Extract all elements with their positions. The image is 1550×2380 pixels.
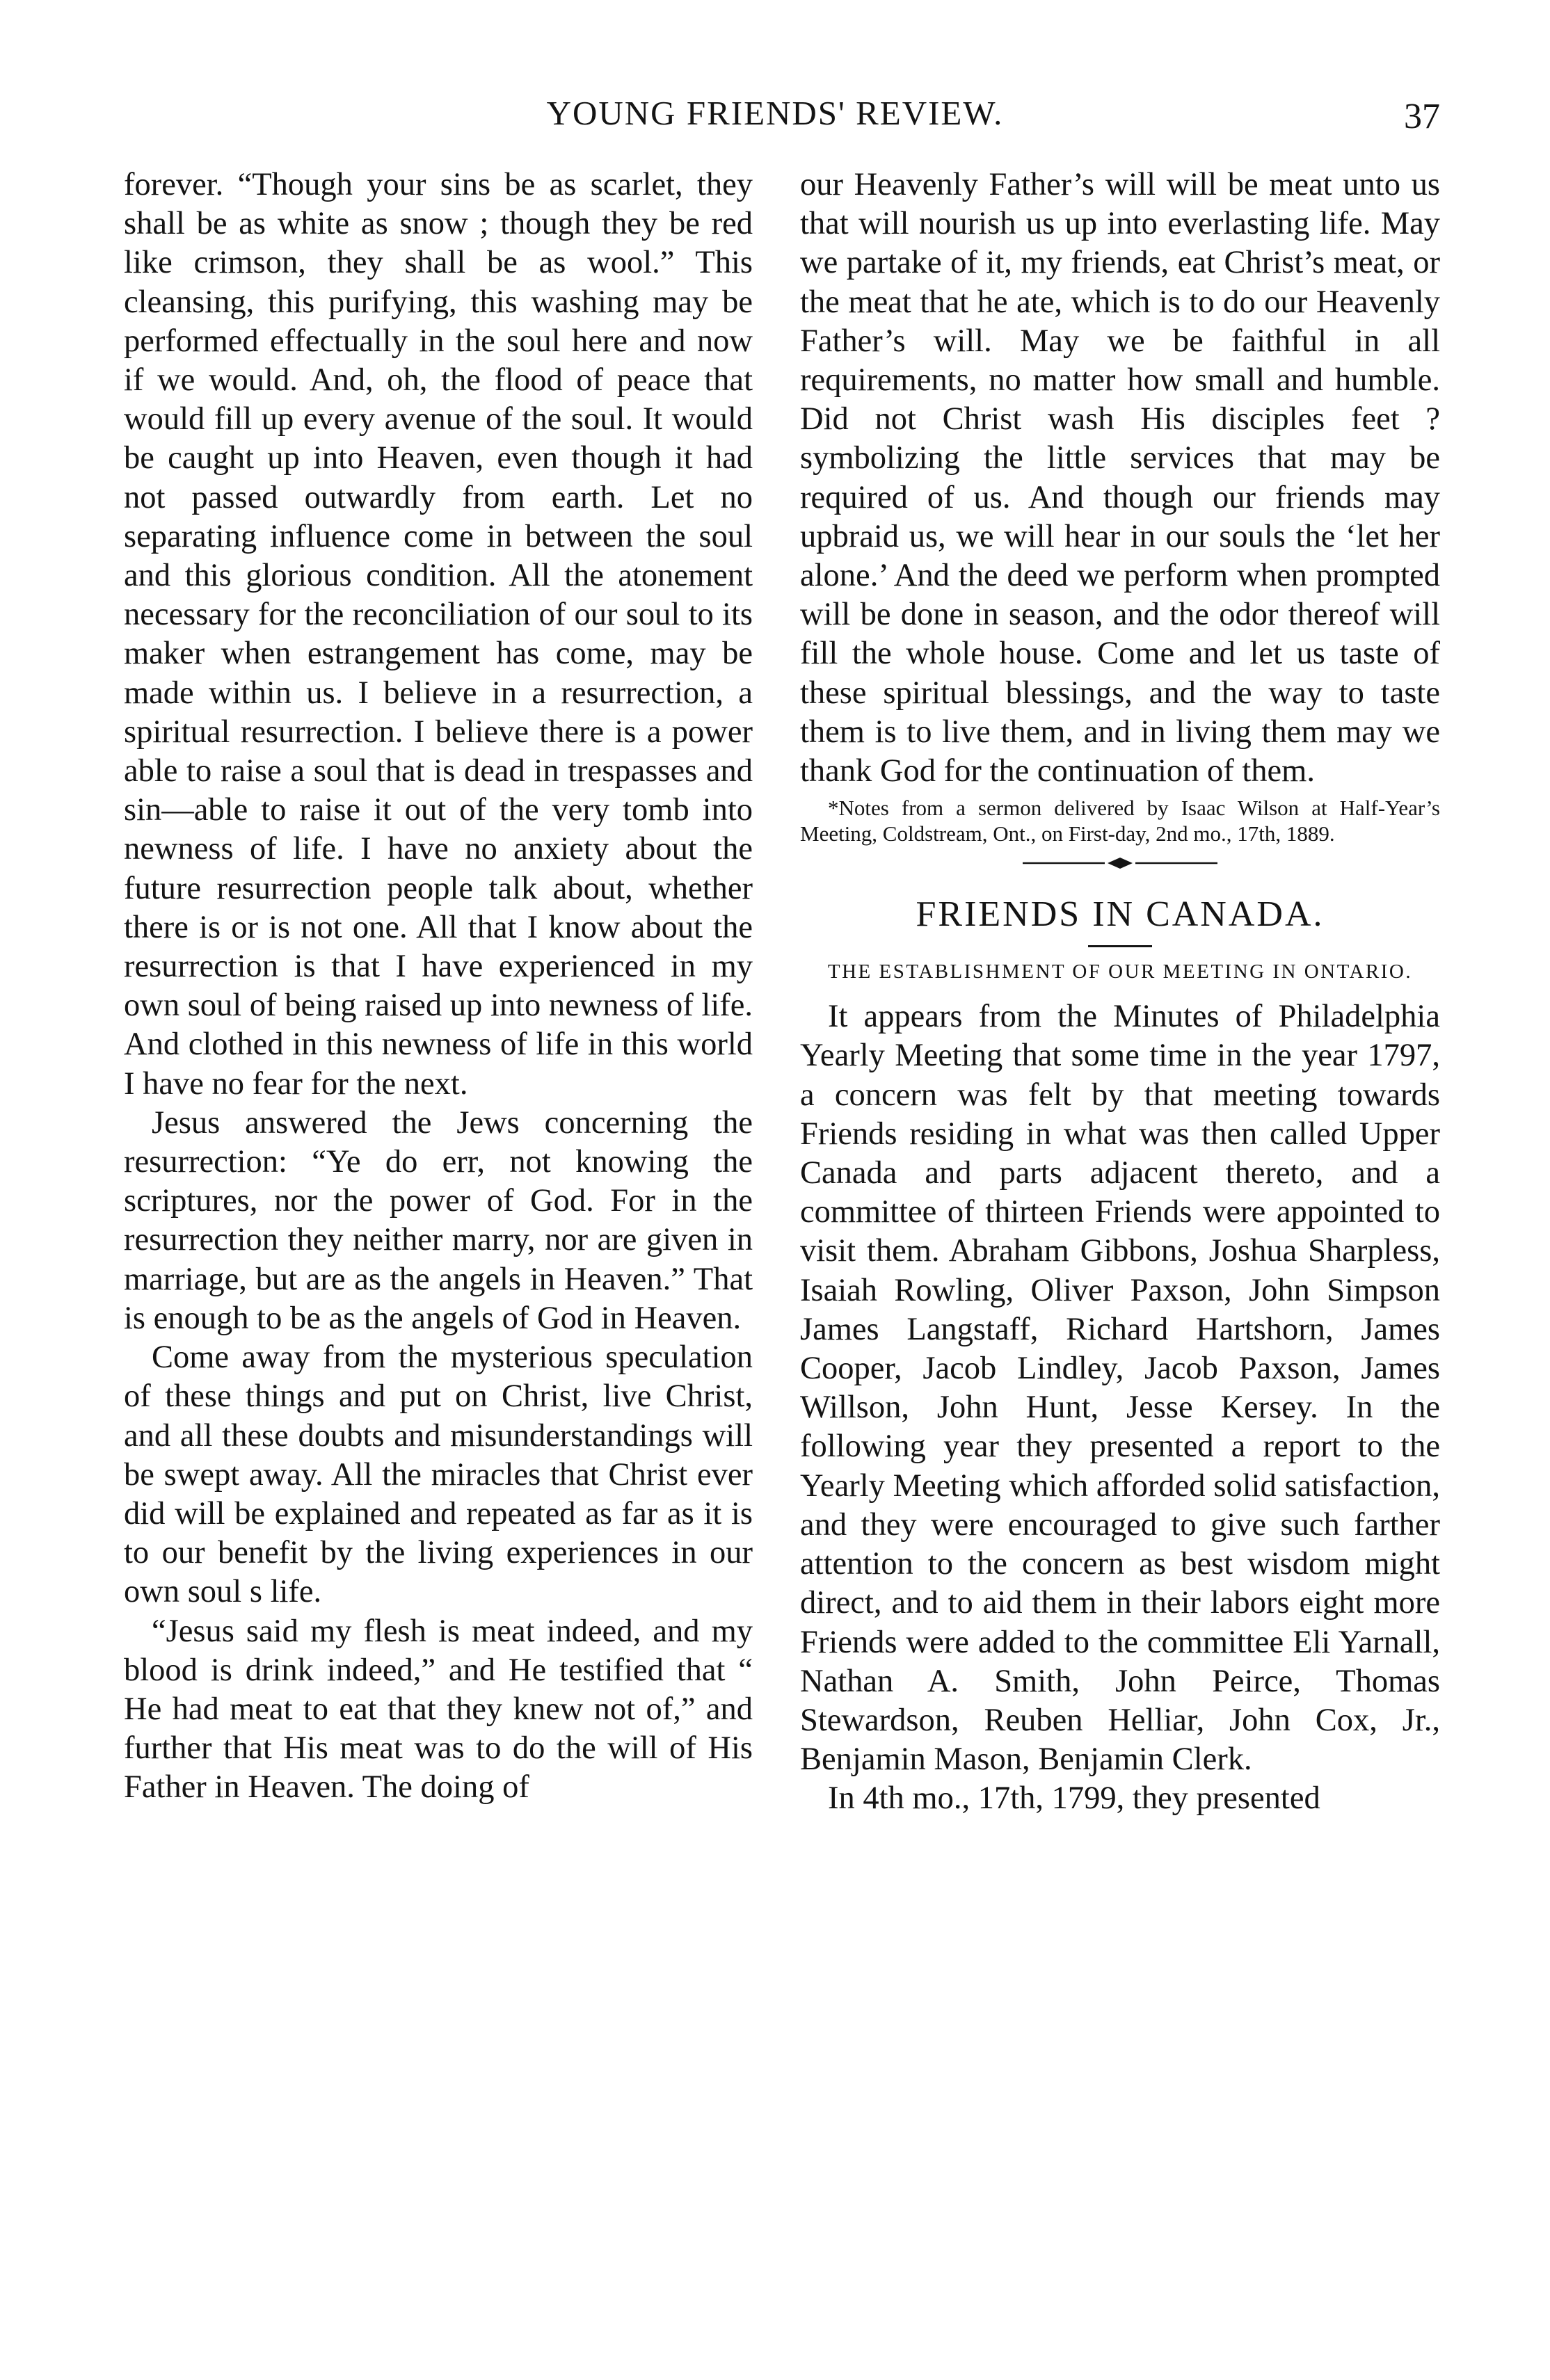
paragraph: Come away from the mysterious speculation of these things and put on Christ, live Christ, and all these doubts and misunderstandings will be swept away. All the miracles that Christ ever did will be explained and repeated as far as it is to our benefit by the living experiences in our own soul s life. <box>124 1340 753 1610</box>
section-ornament <box>1016 853 1224 873</box>
page-number: 37 <box>1404 97 1440 136</box>
running-head <box>0 89 1550 145</box>
right-column <box>800 166 1440 1819</box>
paragraph: It appears from the Minutes of Philadelphia Yearly Meeting that some time in the year 1797, a concern was felt by that meeting towards Friends residing in what was then called Upper Canada and parts adjacent thereto, and a committee of thirteen Friends were appointed to visit them. Abraham Gibbons, Joshua Sharpless, Isaiah Rowling, Oliver Paxson, John Simpson James Langstaff, Richard Hartshorn, James Cooper, Jacob Lindley, Jacob Paxson, James Willson, John Hunt, Jesse Kersey. In the following year they presented a report to the Yearly Meeting which afforded solid satisfaction, and they were encouraged to give such farther attention to the concern as best wisdom might direct, and to aid them in their labors eight more Friends were added to the committee Eli Yarnall, Nathan A. Smith, John Peirce, Thomas Stewardson, Reuben Helliar, John Cox, Jr., Benjamin Mason, Benjamin Clerk. <box>800 999 1440 1778</box>
left-column <box>124 166 753 1808</box>
section-subtitle: THE ESTABLISHMENT OF OUR MEETING IN ONTARIO. <box>827 960 1413 983</box>
paragraph: forever. “Though your sins be as scarlet, they shall be as white as snow ; though they be red like crimson, they shall be as wool.” This cleansing, this purifying, this washing may be performed effectually in the soul here and now if we would. And, oh, the flood of peace that would fill up every avenue of the soul. It would be caught up into Heaven, even though it had not passed outwardly from earth. Let no separating influence come in between the soul and this glorious condition. All the atonement necessary for the reconciliation of our soul to its maker when estrangement has come, may be made within us. I believe in a resurrection, a spiritual resurrection. I believe there is a power able to raise a soul that is dead in trespasses and sin—able to raise it out of the very tomb into newness of life. I have no anxiety about the future resurrection people talk about, whether there is or is not one. All that I know about the resurrection is that I have experienced in my own soul of being raised up into newness of life. And clothed in this newness of life in this world I have no fear for the next. <box>124 167 753 1102</box>
paragraph: “Jesus said my flesh is meat indeed, and my blood is drink indeed,” and He testified that “ He had meat to eat that they knew not of,” and further that His meat was to do the will of His Father in Heaven. The doing of <box>124 1613 753 1806</box>
journal-title: YOUNG FRIENDS' REVIEW. <box>546 94 1004 132</box>
sermon-footnote: *Notes from a sermon delivered by Isaac Wilson at Half-Year’s Meeting, Coldstream, Ont., on First-day, 2nd mo., 17th, 1889. <box>800 796 1440 846</box>
section-title: FRIENDS IN CANADA. <box>916 894 1325 935</box>
paragraph: Jesus answered the Jews concerning the resurrection: “Ye do err, not knowing the scriptures, nor the power of God. For in the resurrection they neither marry, nor are given in marriage, but are as the angels in Heaven.” That is enough to be as the angels of God in Heaven. <box>124 1104 753 1336</box>
paragraph: In 4th mo., 17th, 1799, they presented <box>828 1780 1320 1817</box>
paragraph: our Heavenly Father’s will will be meat unto us that will nourish us up into everlasting life. May we partake of it, my friends, eat Christ’s meat, or the meat that he ate, which is to do our Heavenly Father’s will. May we be faithful in all requirements, no matter how small and humble. Did not Christ wash His disciples feet ? symbolizing the little services that may be required of us. And though our friends may upbraid us, we will hear in our souls the ‘let her alone.’ And the deed we perform when prompted will be done in season, and the odor thereof will fill the whole house. Come and let us taste of these spiritual blessings, and the way to taste them is to live them, and in living them may we thank God for the continuation of them. <box>800 167 1440 789</box>
title-rule <box>1088 945 1152 947</box>
